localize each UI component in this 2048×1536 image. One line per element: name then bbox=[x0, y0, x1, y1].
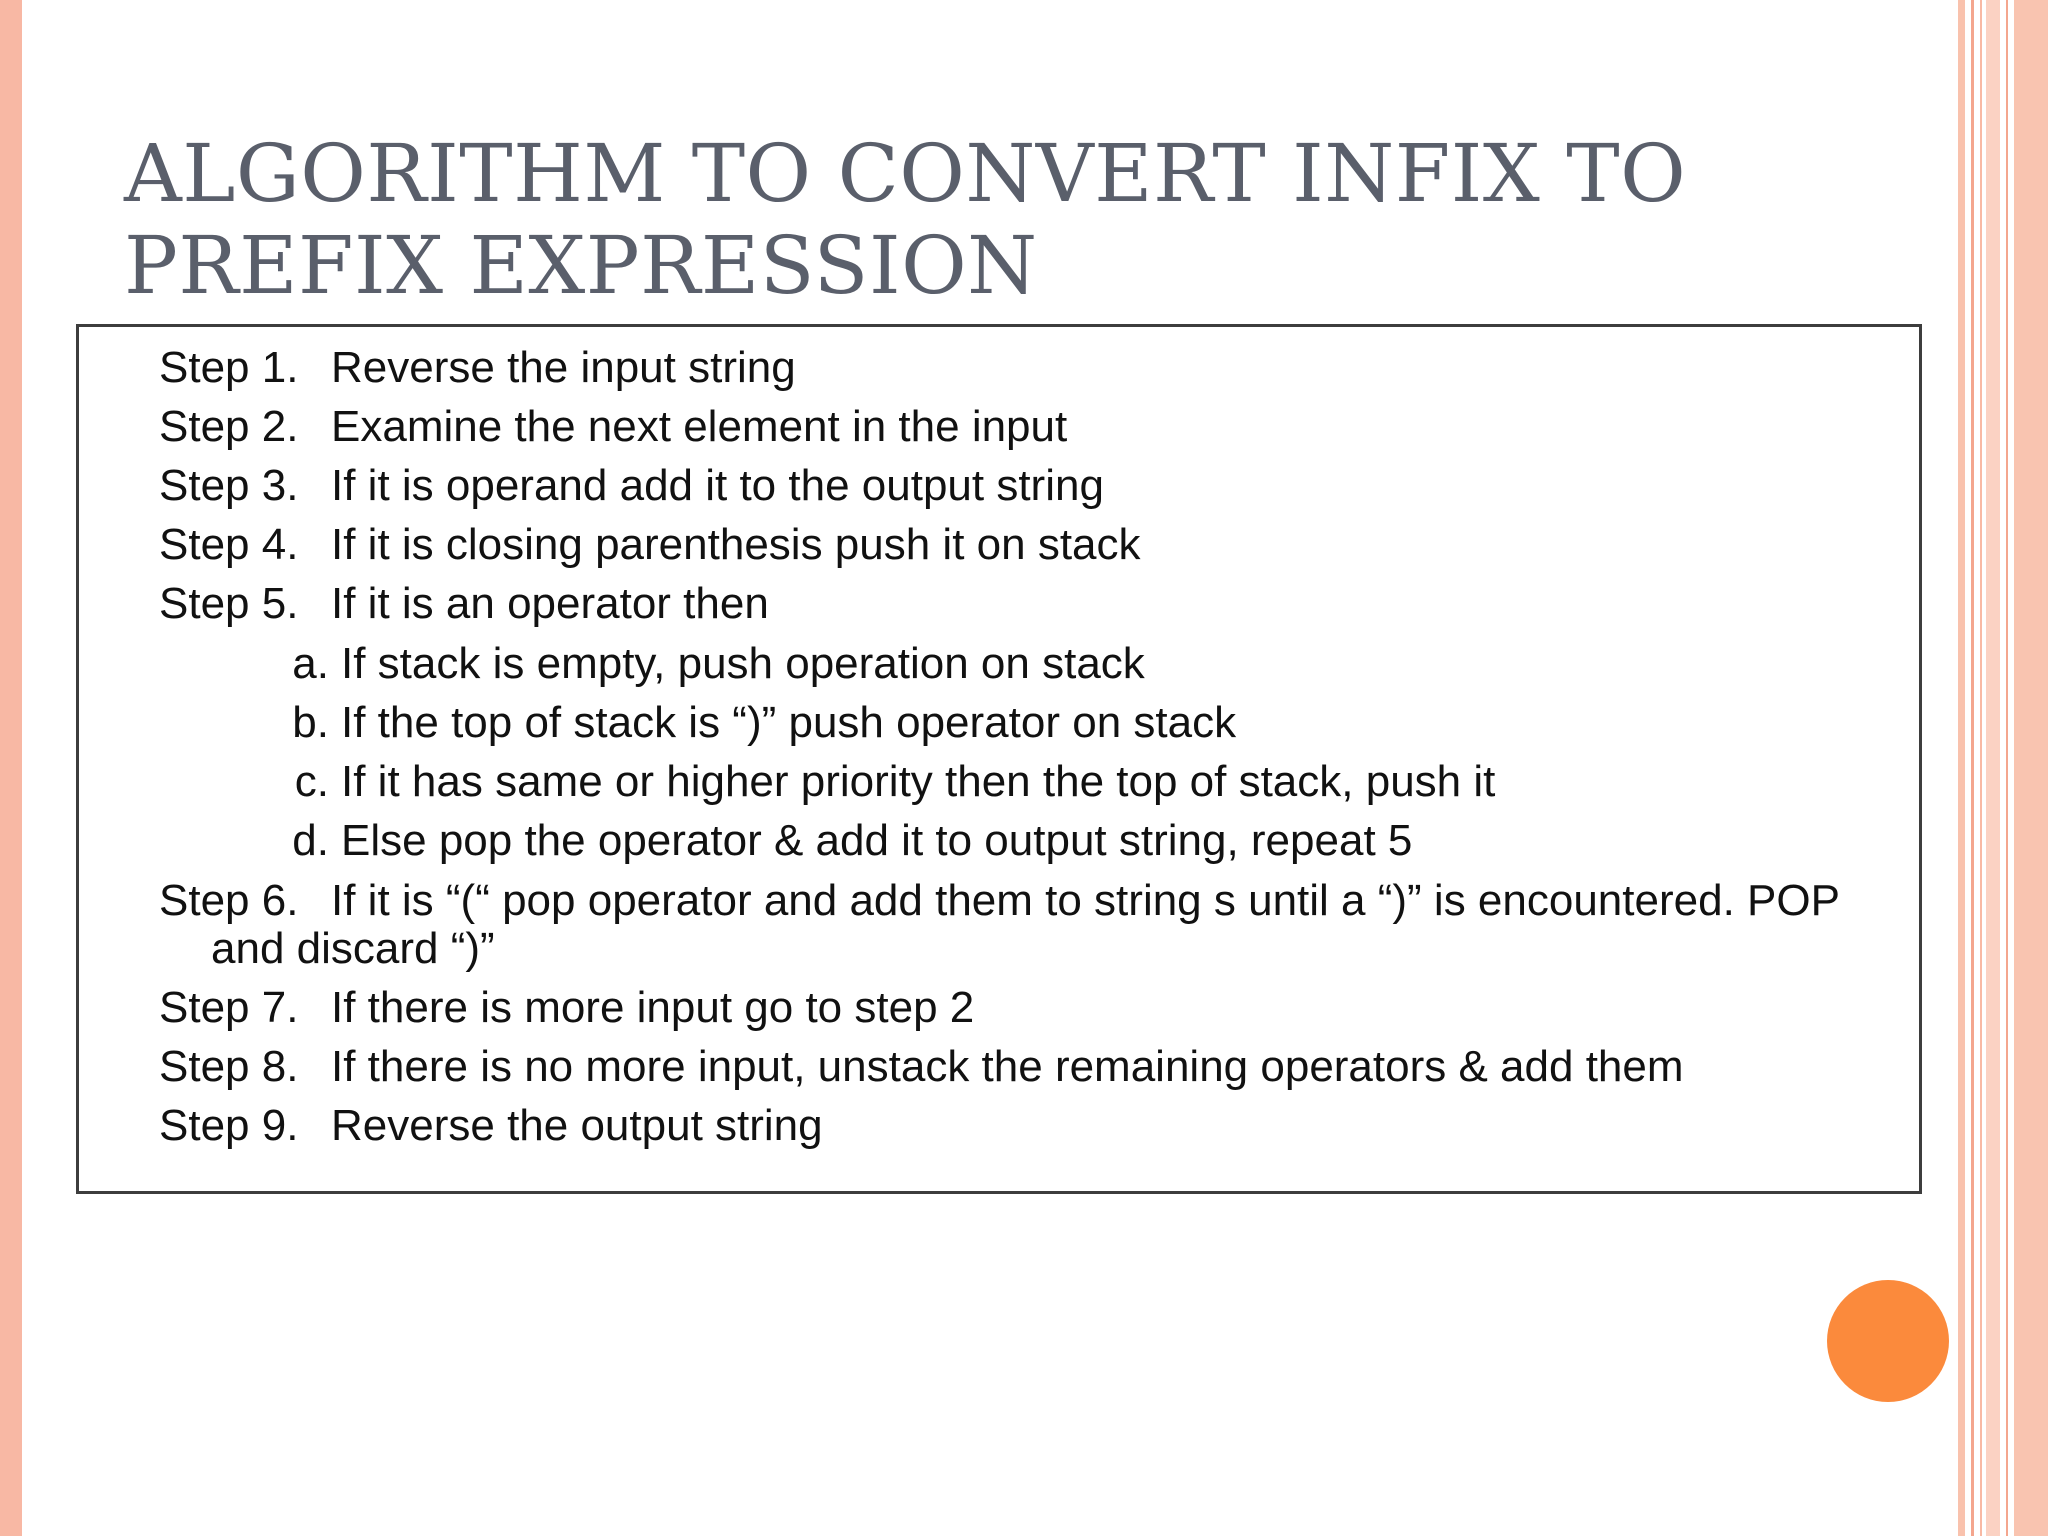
step-4 bbox=[159, 520, 1141, 570]
substep-d bbox=[269, 816, 1412, 866]
step-1 bbox=[159, 343, 796, 393]
left-border-stripe bbox=[0, 0, 22, 1536]
right-decor-stripe bbox=[1980, 0, 1982, 1536]
step-label: Step 5. bbox=[159, 579, 299, 628]
substep-text: Else pop the operator & add it to output string, repeat 5 bbox=[341, 816, 1413, 865]
slide-title-line-1: ALGORITHM TO CONVERT INFIX TO bbox=[124, 127, 1687, 220]
step-label: Step 1. bbox=[159, 343, 299, 392]
substep-label: d. bbox=[292, 816, 329, 865]
substep-text: If it has same or higher priority then the top of stack, push it bbox=[341, 757, 1496, 806]
step-2 bbox=[159, 402, 1067, 452]
right-decor-stripe bbox=[2014, 0, 2048, 1536]
substep-label: c. bbox=[294, 757, 329, 806]
step-text: If it is “(“ pop operator and add them to string s until a “)” is encountered. POP bbox=[331, 876, 1840, 925]
step-8 bbox=[159, 1042, 1684, 1092]
step-label: Step 7. bbox=[159, 983, 299, 1032]
step-label: Step 9. bbox=[159, 1101, 299, 1150]
right-decor-stripe bbox=[1986, 0, 2000, 1536]
step-label: Step 4. bbox=[159, 520, 299, 569]
step-text: Reverse the output string bbox=[331, 1101, 823, 1150]
substep-label: a. bbox=[292, 639, 329, 688]
right-decor-stripe bbox=[1958, 0, 1965, 1536]
step-text: If it is closing parenthesis push it on stack bbox=[331, 520, 1141, 569]
step-text: If there is more input go to step 2 bbox=[331, 983, 975, 1032]
substep-b bbox=[269, 698, 1236, 748]
step-text: If it is an operator then bbox=[331, 579, 769, 628]
step-6-continuation: and discard “)” bbox=[211, 924, 495, 973]
step-6 bbox=[159, 876, 1840, 926]
step-5 bbox=[159, 579, 769, 629]
step-label: Step 2. bbox=[159, 402, 299, 451]
step-text: If there is no more input, unstack the remaining operators & add them bbox=[331, 1042, 1684, 1091]
algorithm-steps-box bbox=[76, 324, 1922, 1194]
step-3 bbox=[159, 461, 1104, 511]
substep-text: If stack is empty, push operation on stack bbox=[341, 639, 1145, 688]
slide-title-line-2: PREFIX EXPRESSION bbox=[124, 219, 1038, 312]
step-9 bbox=[159, 1101, 823, 1151]
step-text: Examine the next element in the input bbox=[331, 402, 1068, 451]
slide-title bbox=[124, 128, 1824, 312]
right-decor-stripe bbox=[1971, 0, 1974, 1536]
orange-circle-decoration bbox=[1827, 1280, 1949, 1402]
step-text: If it is operand add it to the output string bbox=[331, 461, 1104, 510]
substep-c bbox=[269, 757, 1495, 807]
substep-label: b. bbox=[292, 698, 329, 747]
substep-text: If the top of stack is “)” push operator on stack bbox=[341, 698, 1237, 747]
right-decor-stripe bbox=[2006, 0, 2008, 1536]
substep-a bbox=[269, 639, 1145, 689]
step-text: Reverse the input string bbox=[331, 343, 796, 392]
step-label: Step 8. bbox=[159, 1042, 299, 1091]
step-7 bbox=[159, 983, 974, 1033]
step-label: Step 3. bbox=[159, 461, 299, 510]
step-label: Step 6. bbox=[159, 876, 299, 925]
